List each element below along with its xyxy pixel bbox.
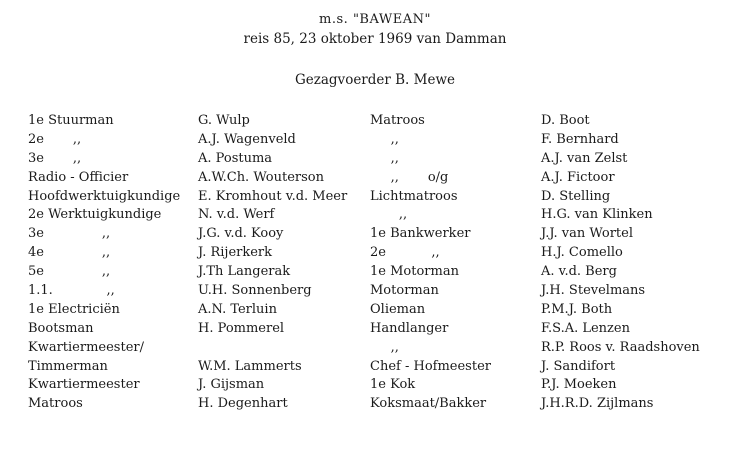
crew-role: Olieman [370,301,426,317]
crew-role: Chef - Hofmeester [370,358,491,374]
crew-name: H.G. van Klinken [541,207,653,223]
crew-role: 4e ,, [28,245,111,261]
crew-role: ,, [370,150,399,166]
crew-name: E. Kromhout v.d. Meer [198,188,348,204]
crew-role: ,, [370,207,408,223]
crew-name: J. Gijsman [198,377,265,393]
left-names-column [198,112,347,414]
crew-role: ,, [370,131,399,147]
ship-title: m.s. "BAWEAN" [319,12,431,27]
crew-name: A.J. Wagenveld [198,131,296,147]
crew-name: W.M. Lammerts [198,358,302,374]
crew-name: H.J. Comello [541,245,623,261]
crew-name: N. v.d. Werf [198,207,275,223]
crew-role: Radio - Officier [28,169,129,185]
crew-name [198,339,347,358]
crew-role: Bootsman [28,320,94,336]
crew-role: 2e ,, [370,245,440,261]
crew-role: 1e Kok [370,377,416,393]
crew-name: D. Boot [541,113,590,128]
crew-name: J.J. van Wortel [541,226,633,242]
crew-name: H. Pommerel [198,320,285,336]
crew-role: 1e Stuurman [28,113,114,128]
captain-line: Gezagvoerder B. Mewe [294,72,455,88]
crew-name: F.S.A. Lenzen [541,320,630,336]
crew-role: Matroos [28,396,83,412]
crew-name: R.P. Roos v. Raadshoven [541,339,700,355]
crew-name: H. Degenhart [198,396,288,412]
voyage-subtitle: reis 85, 23 oktober 1969 van Damman [243,31,507,47]
crew-name: J.G. v.d. Kooy [198,226,284,242]
crew-role: Handlanger [370,320,449,336]
crew-role: 1e Electriciën [28,301,120,317]
crew-name: J.H.R.D. Zijlmans [541,396,654,412]
crew-role: Hoofdwerktuigkundige [28,188,181,204]
crew-name: A. Postuma [198,150,273,166]
crew-role: Timmerman [28,358,108,374]
right-roles-column [370,112,491,414]
crew-role: Motorman [370,283,439,299]
crew-role: Kwartiermeester/ [28,339,144,355]
crew-role: 5e ,, [28,264,111,280]
crew-name: A.J. van Zelst [541,150,628,166]
crew-name: J.H. Stevelmans [541,283,646,299]
crew-name: J. Rijerkerk [198,245,273,261]
crew-name: P.M.J. Both [541,301,613,317]
crew-name: A.N. Terluin [198,301,277,317]
crew-name: J. Sandifort [541,358,616,374]
crew-name: U.H. Sonnenberg [198,283,312,299]
crew-role: Matroos [370,113,425,128]
crew-role: 3e ,, [28,150,82,166]
crew-name: P.J. Moeken [541,377,617,393]
crew-name: J.Th Langerak [198,264,291,280]
crew-role: 1.1. ,, [28,283,115,299]
crew-role: Koksmaat/Bakker [370,396,487,412]
crew-role: 1e Motorman [370,264,459,280]
crew-name: D. Stelling [541,188,611,204]
right-names-column [541,112,700,414]
crew-role: ,, [370,339,399,355]
crew-name: F. Bernhard [541,131,619,147]
crew-role: 3e ,, [28,226,111,242]
crew-role: 2e Werktuigkundige [28,207,162,223]
crew-name: A.W.Ch. Wouterson [198,169,325,185]
crew-name: A.J. Fictoor [541,169,615,185]
crew-name: G. Wulp [198,113,250,128]
crew-role: Kwartiermeester [28,377,140,393]
crew-name: A. v.d. Berg [541,264,617,280]
crew-role: Lichtmatroos [370,188,458,204]
left-roles-column [28,112,180,414]
crew-role: ,, o/g [370,169,449,185]
crew-role: 2e ,, [28,131,82,147]
crew-role: 1e Bankwerker [370,226,471,242]
